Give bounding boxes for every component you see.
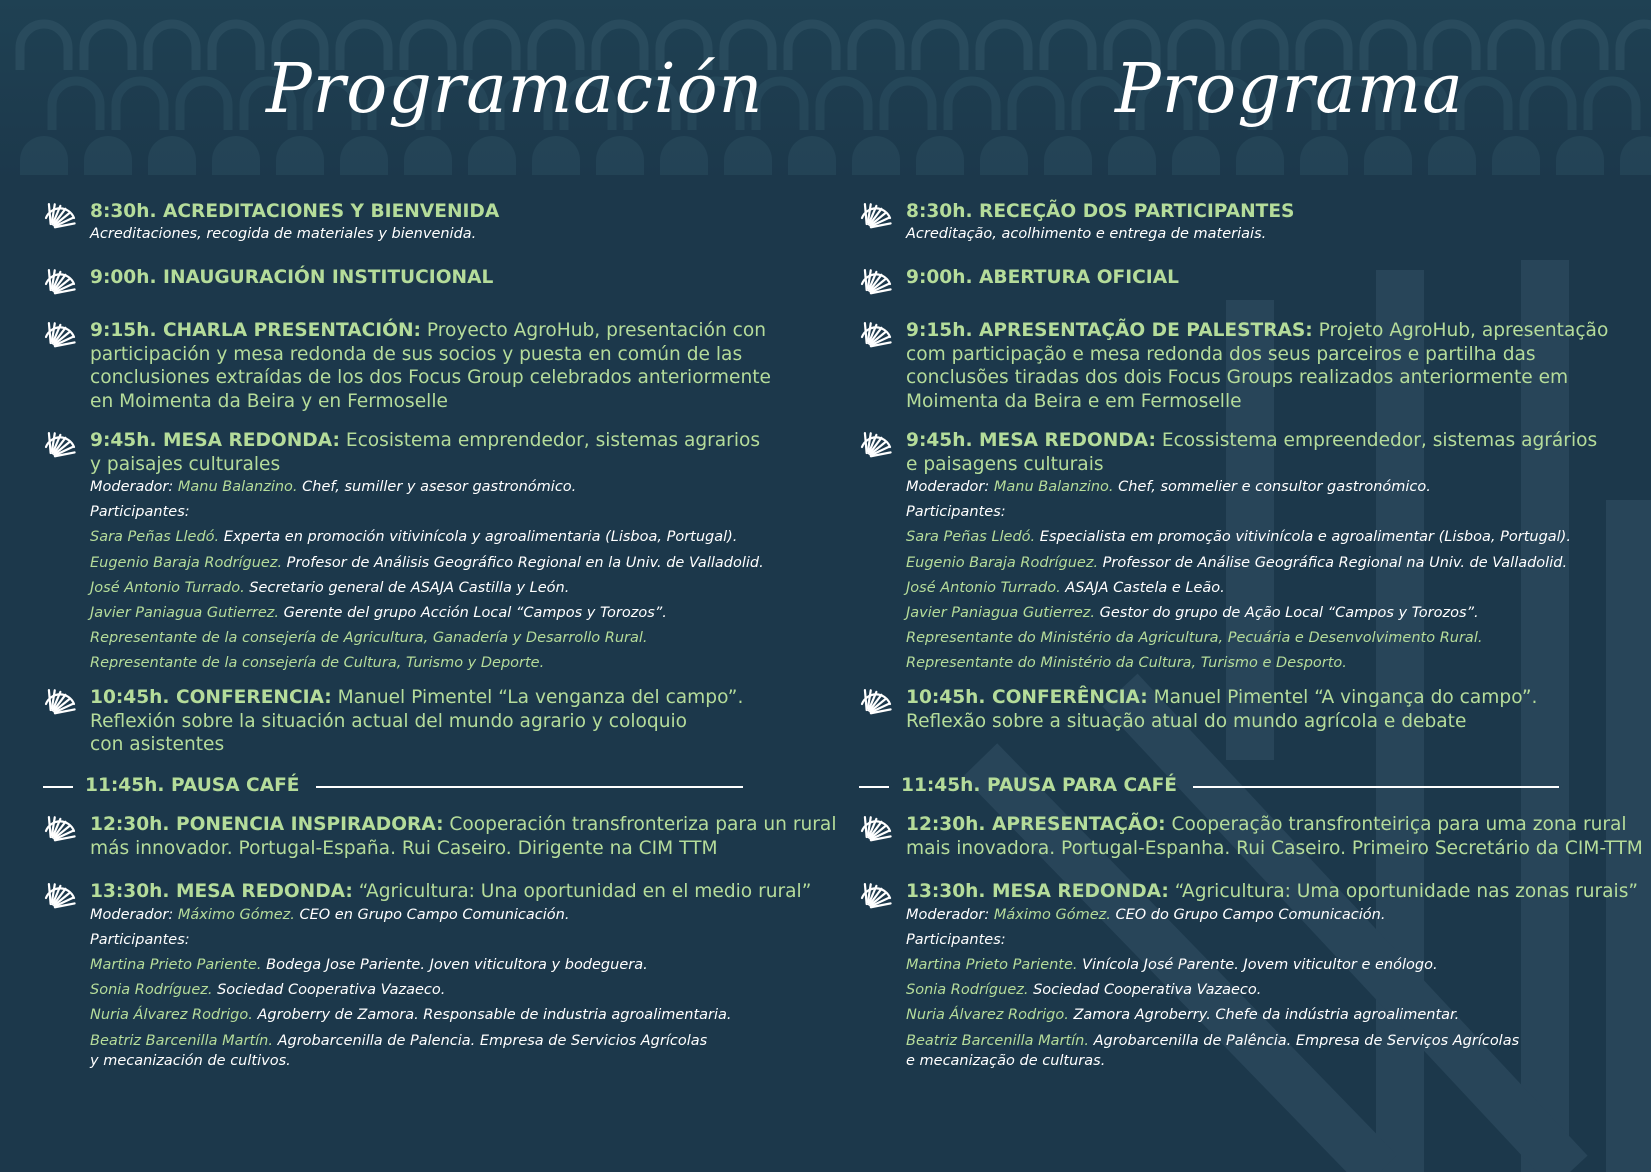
moderator-line (90, 478, 576, 496)
item-heading (90, 429, 760, 453)
item-description: Reflexión sobre la situación actual del mundo agrario y coloquio (90, 710, 688, 732)
item-time-title: 12:30h. PONENCIA INSPIRADORA: (90, 814, 444, 835)
participant-name: Sonia Rodríguez. (906, 982, 1029, 999)
participant-name: Sara Peñas Lledó. (90, 529, 220, 546)
item-time-title: 9:15h. APRESENTAÇÃO DE PALESTRAS: (906, 320, 1313, 341)
item-description-line (90, 343, 742, 367)
participant-name: Representante de la consejería de Cultura, Turismo y Deporte. (90, 655, 545, 672)
item-time-title: 9:45h. MESA REDONDA: (90, 430, 340, 451)
participant-line (906, 1006, 1459, 1024)
item-description: conclusões tiradas dos dois Focus Groups realizados anteriormente em (906, 367, 1569, 388)
participant-name: Eugenio Baraja Rodríguez. (90, 554, 283, 571)
participant-line (90, 1032, 707, 1050)
item-heading (906, 429, 1597, 453)
leaf-fan-icon (859, 266, 893, 300)
item-subtitle: Acreditação, acolhimento e entrega de materiais. (906, 225, 1267, 242)
moderator-name: Máximo Gómez. (993, 906, 1111, 923)
moderator-description: Chef, sommelier e consultor gastronómico. (1113, 479, 1431, 495)
item-description-line (90, 710, 687, 734)
item-description: en Moimenta da Beira y en Fermoselle (90, 390, 448, 412)
item-heading (906, 813, 1627, 837)
item-description-line (90, 366, 771, 390)
participant-description: Bodega Jose Pariente. Joven viticultora y bodeguera. (261, 956, 648, 973)
participant-name: Representante de la consejería de Agricultura, Ganadería y Desarrollo Rural. (90, 630, 648, 647)
participant-description: Gerente del grupo Acción Local “Campos y Torozos”. (279, 605, 667, 621)
item-time-title: 9:45h. MESA REDONDA: (906, 430, 1156, 451)
moderator-label: Moderador: (90, 479, 178, 495)
item-description: e paisagens culturais (906, 453, 1104, 475)
item-heading (90, 813, 837, 837)
coffee-break-label: 11:45h. PAUSA CAFÉ (85, 775, 300, 796)
participant-description: Gestor do grupo de Ação Local “Campos y Torozos”. (1095, 605, 1479, 621)
item-description: com participação e mesa redonda dos seus parceiros e partilha das (906, 343, 1536, 365)
participant-line (906, 579, 1225, 597)
item-heading (90, 880, 811, 904)
participant-line (906, 629, 1482, 647)
leaf-fan-icon (859, 319, 893, 353)
moderator-line (906, 906, 1385, 924)
item-description: conclusiones extraídas de los dos Focus Group celebrados anteriormente (90, 367, 771, 388)
divider-rule-left (43, 786, 73, 788)
participant-line (90, 629, 648, 647)
item-time-title: 13:30h. MESA REDONDA: (906, 881, 1169, 902)
item-time-title: 8:30h. RECEÇÃO DOS PARTICIPANTES (906, 201, 1295, 222)
divider-rule-left (859, 786, 889, 788)
item-description: Reflexão sobre a situação atual do mundo agrícola e debate (906, 710, 1467, 732)
participant-name: Martina Prieto Pariente. (906, 956, 1078, 973)
participant-name: Sara Peñas Lledó. (906, 529, 1036, 546)
moderator-name: Manu Balanzino. (993, 479, 1114, 495)
participant-name: Martina Prieto Pariente. (90, 956, 262, 973)
participant-line (90, 554, 764, 572)
leaf-fan-icon (859, 880, 893, 914)
item-heading (906, 686, 1537, 710)
leaf-fan-icon (43, 429, 77, 463)
item-description: más innovador. Portugal-España. Rui Caseiro. Dirigente na CIM TTM (90, 837, 718, 859)
moderator-description: CEO do Grupo Campo Comunicación. (1110, 906, 1386, 923)
item-heading (90, 200, 499, 224)
leaf-fan-icon (859, 429, 893, 463)
item-description-line (90, 453, 280, 477)
participant-line (90, 528, 737, 546)
moderator-line (906, 478, 1431, 496)
item-heading (90, 686, 743, 710)
moderator-label: Moderador: (906, 906, 994, 923)
participant-description: Secretario general de ASAJA Castilla y León. (244, 579, 570, 596)
participant-name: Nuria Álvarez Rodrigo. (906, 1007, 1069, 1024)
participant-line (90, 1006, 732, 1024)
item-time-title: 13:30h. MESA REDONDA: (90, 881, 353, 902)
leaf-fan-icon (43, 813, 77, 847)
participant-description: Especialista em promoção vitivinícola e agroalimentar (Lisboa, Portugal). (1035, 529, 1571, 546)
item-time-title: 9:00h. ABERTURA OFICIAL (906, 267, 1179, 288)
participant-line (906, 1032, 1519, 1050)
participant-description: ASAJA Castela e Leão. (1060, 579, 1225, 596)
participants-label: Participantes: (906, 504, 1006, 521)
participant-name: Javier Paniagua Gutierrez. (90, 605, 280, 621)
participant-line (906, 654, 1347, 672)
item-description-line (906, 343, 1536, 367)
participant-line-continued: y mecanización de cultivos. (90, 1052, 291, 1069)
participant-line (906, 528, 1571, 546)
participant-description: Agrobarcenilla de Palencia. Empresa de Servicios Agrícolas (272, 1032, 708, 1049)
coffee-break-divider (43, 774, 743, 798)
moderator-label: Moderador: (90, 906, 178, 923)
item-description: Manuel Pimentel “A vingança do campo”. (1147, 687, 1538, 708)
participant-line (906, 554, 1567, 572)
leaf-fan-icon (859, 686, 893, 720)
spanish-title: Programación (266, 50, 764, 129)
participant-line (906, 956, 1438, 974)
participant-description: Experta en promoción vitivinícola y agroalimentaria (Lisboa, Portugal). (219, 529, 738, 546)
leaf-fan-icon (43, 319, 77, 353)
item-heading (90, 266, 493, 290)
item-description: participación y mesa redonda de sus socios y puesta en común de las (90, 343, 743, 365)
item-time-title: 8:30h. ACREDITACIONES Y BIENVENIDA (90, 201, 500, 222)
item-description-line (906, 390, 1242, 414)
moderator-label: Moderador: (906, 479, 994, 495)
participant-name: José Antonio Turrado. (90, 579, 245, 596)
participant-description: Agroberry de Zamora. Responsable de industria agroalimentaria. (252, 1007, 732, 1024)
participant-description: Vinícola José Parente. Jovem viticultor e enólogo. (1077, 956, 1438, 973)
item-description-line (906, 453, 1104, 477)
participant-line (90, 981, 445, 999)
participant-name: Eugenio Baraja Rodríguez. (906, 554, 1099, 571)
moderator-name: Máximo Gómez. (177, 906, 295, 923)
item-description: Cooperación transfronteriza para un rural (443, 814, 837, 835)
participant-description: Agrobarcenilla de Palência. Empresa de Serviços Agrícolas (1088, 1032, 1520, 1049)
divider-rule-right (316, 786, 743, 788)
item-description-line (90, 390, 448, 414)
item-description: Cooperação transfronteiriça para uma zona rural (1165, 814, 1627, 835)
leaf-fan-icon (43, 880, 77, 914)
participant-description: Professor de Análise Geográfica Regional na Univ. de Valladolid. (1098, 554, 1568, 571)
participant-line (90, 604, 667, 622)
participant-line (90, 579, 569, 597)
participant-name: Nuria Álvarez Rodrigo. (90, 1007, 253, 1024)
divider-rule-right (1193, 786, 1559, 788)
item-description: Ecossistema empreendedor, sistemas agrários (1155, 430, 1598, 451)
participant-name: Beatriz Barcenilla Martín. (906, 1032, 1089, 1049)
item-description: “Agricultura: Uma oportunidade nas zonas rurais” (1168, 881, 1639, 902)
leaf-fan-icon (43, 686, 77, 720)
item-description: Moimenta da Beira e em Fermoselle (906, 390, 1242, 412)
item-time-title: 9:00h. INAUGURACIÓN INSTITUCIONAL (90, 267, 494, 288)
leaf-fan-icon (43, 200, 77, 234)
participant-name: Sonia Rodríguez. (90, 982, 213, 999)
item-description: con asistentes (90, 734, 225, 755)
item-description: Projeto AgroHub, apresentação (1312, 320, 1609, 341)
item-time-title: 10:45h. CONFERÊNCIA: (906, 687, 1148, 708)
participant-name: Beatriz Barcenilla Martín. (90, 1032, 273, 1049)
item-time-title: 9:15h. CHARLA PRESENTACIÓN: (90, 320, 421, 341)
moderator-line (90, 906, 569, 924)
moderator-description: Chef, sumiller y asesor gastronómico. (297, 479, 577, 495)
item-description: Ecosistema emprendedor, sistemas agrarios (339, 430, 761, 451)
participant-name: Javier Paniagua Gutierrez. (906, 605, 1096, 621)
participants-label: Participantes: (906, 931, 1006, 948)
item-heading (906, 319, 1608, 343)
participant-line (906, 604, 1479, 622)
item-description: Manuel Pimentel “La venganza del campo”. (331, 687, 744, 708)
participant-name: Representante do Ministério da Cultura, Turismo e Desporto. (906, 655, 1347, 672)
item-description-line (906, 366, 1568, 390)
item-heading (906, 880, 1638, 904)
item-description-line (90, 733, 224, 757)
participant-name: Representante do Ministério da Agricultura, Pecuária e Desenvolvimento Rural. (906, 630, 1483, 647)
coffee-break-divider (859, 774, 1559, 798)
participants-label: Participantes: (90, 931, 190, 948)
item-description-line (906, 710, 1466, 734)
participant-line-continued: e mecanização de culturas. (906, 1052, 1106, 1069)
participant-description: Profesor de Análisis Geográfico Regional en la Univ. de Valladolid. (282, 554, 764, 571)
item-heading (90, 319, 766, 343)
portuguese-title: Programa (1115, 50, 1464, 129)
participant-line (906, 981, 1261, 999)
item-description: y paisajes culturales (90, 453, 281, 475)
moderator-name: Manu Balanzino. (177, 479, 298, 495)
participant-name: José Antonio Turrado. (906, 579, 1061, 596)
participant-description: Zamora Agroberry. Chefe da indústria agroalimentar. (1068, 1007, 1460, 1024)
moderator-description: CEO en Grupo Campo Comunicación. (294, 906, 570, 923)
participant-line (90, 654, 544, 672)
leaf-fan-icon (43, 266, 77, 300)
participants-label: Participantes: (90, 504, 190, 521)
item-description: “Agricultura: Una oportunidad en el medio rural” (352, 881, 812, 902)
item-subtitle: Acreditaciones, recogida de materiales y bienvenida. (90, 225, 477, 242)
item-time-title: 10:45h. CONFERENCIA: (90, 687, 332, 708)
item-description-line (906, 837, 1643, 861)
participant-description: Sociedad Cooperativa Vazaeco. (1028, 982, 1262, 999)
participant-description: Sociedad Cooperativa Vazaeco. (212, 982, 446, 999)
leaf-fan-icon (859, 813, 893, 847)
coffee-break-label: 11:45h. PAUSA PARA CAFÉ (901, 775, 1177, 796)
item-heading (906, 266, 1179, 290)
item-description: mais inovadora. Portugal-Espanha. Rui Caseiro. Primeiro Secretário da CIM-TTM (906, 837, 1643, 859)
item-description-line (90, 837, 718, 861)
item-description: Proyecto AgroHub, presentación con (420, 320, 767, 341)
item-heading (906, 200, 1294, 224)
item-time-title: 12:30h. APRESENTAÇÃO: (906, 814, 1166, 835)
participant-line (90, 956, 648, 974)
leaf-fan-icon (859, 200, 893, 234)
